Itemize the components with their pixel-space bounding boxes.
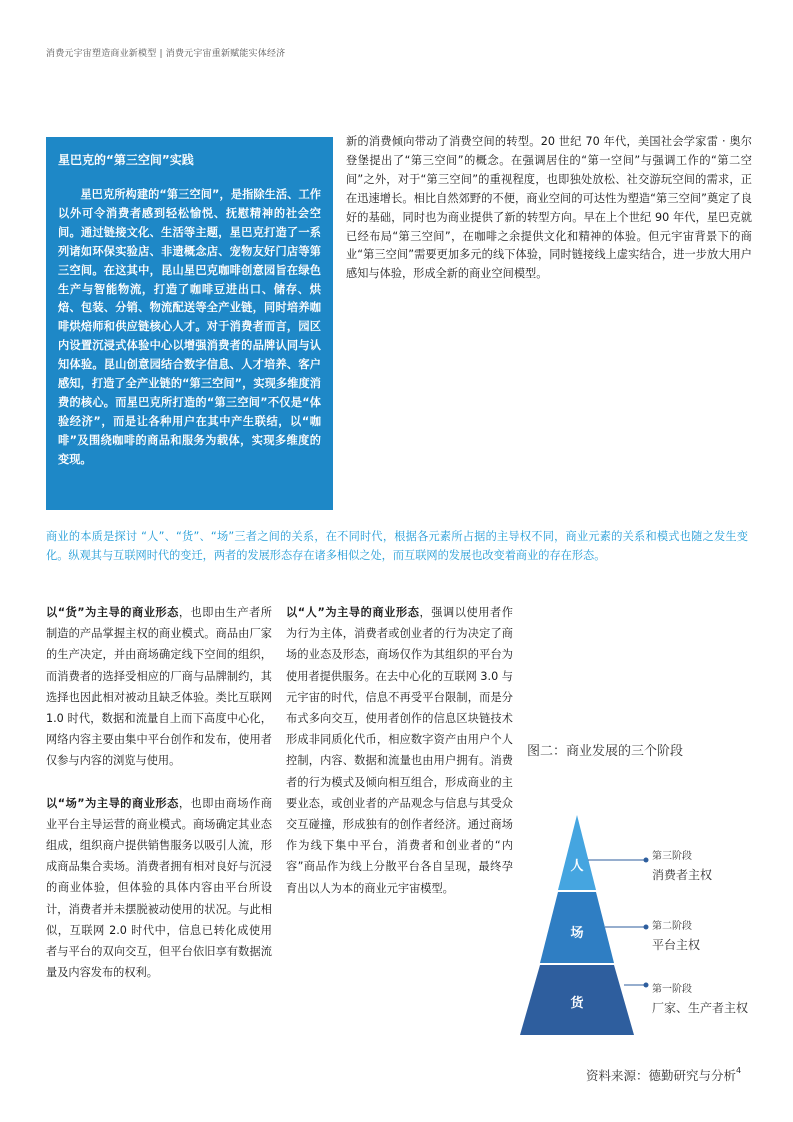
tier-label-venue: 场 [570,926,584,941]
leader-dot-stage-1 [644,983,649,988]
column-2 [286,602,513,920]
stage-2-name: 第二阶段 [652,921,692,932]
goods-paragraph [46,602,272,772]
running-header: 消费元宇宙塑造商业新模型 | 消费元宇宙重新赋能实体经济 [46,49,286,59]
venue-text: ，也即由商场作商业平台主导运营的商业模式。商场确定其业态组成，组织商户提供销售服务以吸引人流，形成商品集合卖场。消费者拥有相对良好与沉浸的商业体验，但体验的具体内容由平台所设计，消费者并未摆脱被动使用的状况。与此相似，互联网 2.0 时代中，信息已转化成使用者与平台的双向交互，但平台依旧享有数据流量及内容发布的权利。 [46,796,272,980]
stage-1-name: 第一阶段 [652,984,692,995]
third-space-paragraph: 新的消费倾向带动了消费空间的转型。20 世纪 70 年代，美国社会学家雷 · 奥尔登堡提出了“第三空间”的概念。在强调居住的“第一空间”与强调工作的“第二空间”之外，对于“第三空间”的重视程度，也即独处放松、社交游玩空间的需求，正在迅速增长。相比自然郊野的不便，商业空间的可达性为塑造“第三空间”奠定了良好的基础，同时也为商业提供了新的转型方向。早在上个世纪 90 年代，星巴克就已经布局“第三空间”，在咖啡之余提供文化和精神的体验。但元宇宙背景下的商业“第三空间”需要更加多元的线下体验，同时链接线上虚实结合，进一步放大用户感知与体验，形成全新的商业空间模型。 [346,135,752,281]
starbucks-sidebar-box [46,137,333,510]
column-3 [526,602,752,623]
pyramid-top-tier [558,815,596,890]
stage-3-name: 第三阶段 [652,851,692,862]
stage-2-label: 平台主权 [652,938,701,952]
three-stage-pyramid [500,815,760,1055]
figure-title: 图二：商业发展的三个阶段 [527,744,684,759]
goods-lead: 以“货”为主导的商业形态 [46,606,179,619]
tier-label-people: 人 [570,859,584,874]
source-text: 资料来源：德勤研究与分析 [586,1068,737,1083]
stage-1-label: 厂家、生产者主权 [652,1001,749,1015]
venue-lead: 以“场”为主导的商业形态 [46,796,179,810]
goods-text: ，也即由生产者所制造的产品掌握主权的商业模式。商品由厂家的生产决定，并由商场确定线下空间的组织，而消费者的选择受相应的厂商与品牌制约，其选择也因此相对被动且缺乏体验。类比互联网 1.0 时代，数据和流量自上而下高度中心化，网络内容主要由集中平台创作和发布，使用者仅参与内容的浏览与使用。 [46,606,272,768]
tier-label-goods: 货 [570,996,584,1011]
people-lead: 以“人”为主导的商业形态 [286,606,420,619]
people-paragraph [286,602,513,899]
page-number: 4 [736,1066,742,1075]
people-text: ，强调以使用者作为行为主体，消费者或创业者的行为决定了商场的业态及形态，商场仅作为其组织的平台为使用者提供服务。在去中心化的互联网 3.0 与元宇宙的时代，信息不再受平台限制，而是分布式多向交互，使用者创作的信息区块链技术形成非同质化代币，相应数字资产由用户个人控制，内容、数据和流量也由用户拥有。消费者的行为模式及倾向相互组合，形成商业的主要业态，或创业者的产品观念与信息与其受众交互碰撞，形成独有的创作者经济。通过商场作为线下集中平台，消费者和创业者的“内容”商品作为线上分散平台各自呈现，最终孕育出以人为本的商业元宇宙模型。 [286,606,513,895]
sidebar-title: 星巴克的“第三空间”实践 [58,153,194,167]
highlight-intro: 商业的本质是探讨 “人”、“货”、“场”三者之间的关系，在不同时代，根据各元素所占据的主导权不同，商业元素的关系和模式也随之发生变化。纵观其与互联网时代的变迁，两者的发展形态存在诸多相似之处，而互联网的发展也改变着商业的存在形态。 [46,530,748,562]
source-note [586,1066,741,1084]
leader-dot-stage-2 [644,925,649,930]
column-1 [46,602,272,1004]
leader-dot-stage-3 [644,858,649,863]
venue-paragraph [46,793,272,984]
sidebar-body: 星巴克所构建的“第三空间”，是指除生活、工作以外可令消费者感到轻松愉悦、抚慰精神的社会空间。通过链接文化、生活等主题，星巴克打造了一系列诸如环保实验店、非遗概念店、宠物友好门店等第三空间。在这其中，昆山星巴克咖啡创意园旨在绿色生产与智能物流，打造了咖啡豆进出口、储存、烘焙、包装、分销、物流配送等全产业链，同时培养咖啡烘焙师和供应链核心人才。对于消费者而言，园区内设置沉浸式体验中心以增强消费者的品牌认同与认知体验。昆山创意园结合数字信息、人才培养、客户感知，打造了全产业链的“第三空间”，实现多维度消费的核心。而星巴克所打造的“第三空间”不仅是“体验经济”，而是让各种用户在其中产生联结，以“咖啡”及围绕咖啡的商品和服务为载体，实现多维度的变现。 [58,188,321,466]
stage-3-label: 消费者主权 [652,868,713,882]
